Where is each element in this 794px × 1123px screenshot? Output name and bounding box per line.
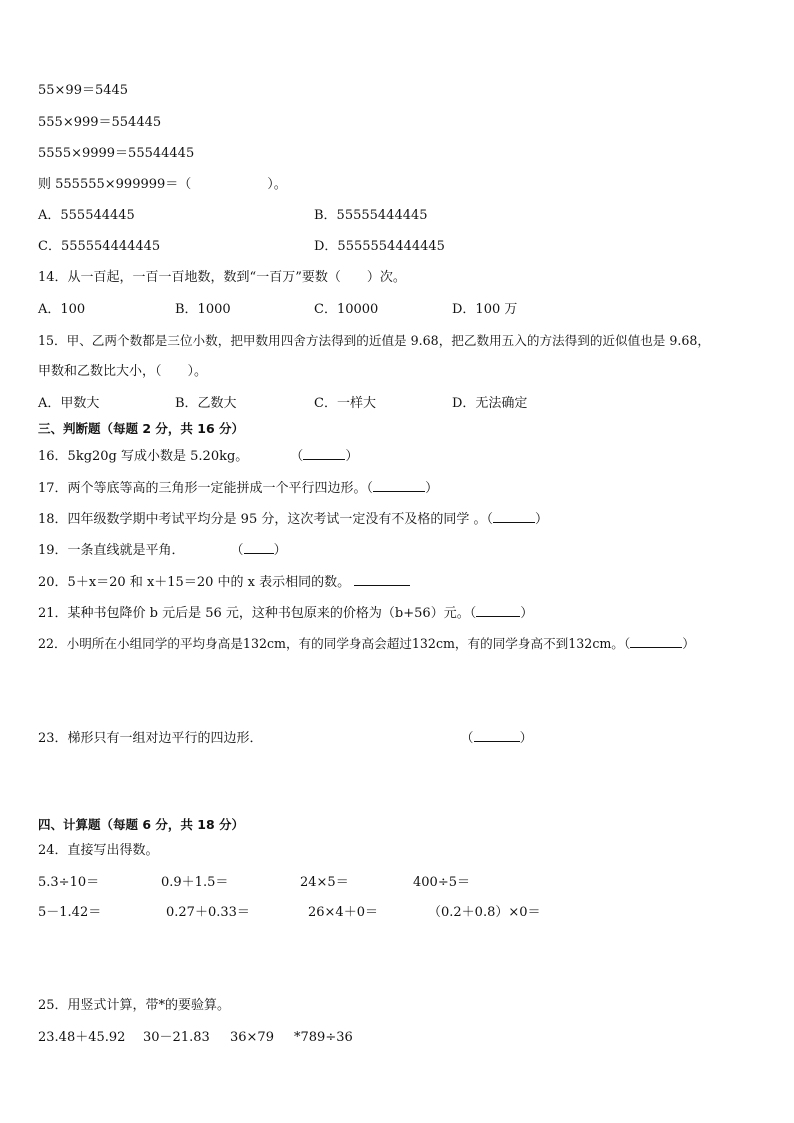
judge-text: 23．梯形只有一组对边平行的四边形．	[38, 731, 263, 746]
q14-option-b[interactable]: B．1000	[175, 302, 231, 317]
judge-text: 19．一条直线就是平角．	[38, 543, 185, 558]
q15-stem-text: 甲数和乙数比大小，（	[38, 364, 162, 379]
judge-item-21	[38, 604, 533, 622]
answer-blank[interactable]	[630, 635, 682, 648]
q14-stem	[38, 270, 406, 286]
q13-option-c[interactable]: C．555554444445	[38, 239, 161, 254]
paren-close: ）	[345, 449, 359, 464]
answer-blank[interactable]	[474, 729, 520, 742]
q25-stem: 25．用竖式计算，带*的要验算。	[38, 998, 231, 1013]
judge-item-16	[38, 447, 358, 465]
answer-blank[interactable]	[354, 573, 410, 586]
q15-stem-line-1: 15．甲、乙两个数都是三位小数，把甲数用四舍方法得到的近值是 9.68，把乙数用五入的方法得到的近似值也是 9.68，	[38, 333, 711, 348]
paren-open: （	[460, 731, 474, 746]
paren-open: （	[290, 449, 304, 464]
calc-item[interactable]: 0.27＋0.33＝	[166, 905, 250, 920]
judge-text: 22．小明所在小组同学的平均身高是132cm，有的同学身高会超过132cm，有的同学身高不到132cm。	[38, 636, 624, 651]
q15-option-a[interactable]: A．甲数大	[38, 396, 100, 411]
judge-item-18	[38, 510, 548, 528]
calc-item[interactable]: （0.2＋0.8）×0＝	[428, 905, 541, 920]
q13-question	[38, 177, 287, 193]
q24-stem: 24．直接写出得数。	[38, 843, 159, 858]
q14-stem-text: 14．从一百起，一百一百地数，数到“一百万”要数（	[38, 270, 341, 285]
answer-blank[interactable]	[476, 604, 520, 617]
q15-option-c[interactable]: C．一样大	[314, 396, 376, 411]
answer-blank[interactable]	[493, 510, 535, 523]
paren-close: ）	[425, 481, 439, 496]
judge-text: 20．5＋x＝20 和 x＋15＝20 中的 x 表示相同的数。	[38, 575, 351, 590]
section-4-title: 四、计算题（每题 6 分，共 18 分）	[38, 817, 245, 832]
vertical-calc-item[interactable]: *789÷36	[294, 1030, 353, 1045]
paren-close: ）	[682, 636, 695, 651]
q13-line-1: 55×99＝5445	[38, 83, 129, 98]
paren-close: ）	[535, 512, 549, 527]
calc-item[interactable]: 5.3÷10＝	[38, 875, 100, 890]
q13-option-b[interactable]: B．55555444445	[314, 208, 428, 223]
section-3-title: 三、判断题（每题 2 分，共 16 分）	[38, 421, 245, 436]
paren-close: ）	[520, 606, 534, 621]
paren-open: （	[469, 606, 477, 621]
answer-blank[interactable]	[303, 447, 345, 460]
judge-text: 16．5kg20g 写成小数是 5.20kg。	[38, 449, 249, 464]
q14-stem-end: ）次。	[366, 270, 406, 285]
vertical-calc-item[interactable]: 36×79	[230, 1030, 274, 1045]
q13-line-3: 5555×9999＝55544445	[38, 146, 195, 161]
q13-ask: 则 555555×999999＝（	[38, 177, 192, 192]
calc-item[interactable]: 400÷5＝	[413, 875, 470, 890]
judge-item-19	[38, 541, 287, 559]
calc-item[interactable]: 26×4＋0＝	[308, 905, 378, 920]
q13-line-2: 555×999＝554445	[38, 115, 162, 130]
paren-close: ）	[273, 543, 287, 558]
q15-option-b[interactable]: B．乙数大	[175, 396, 237, 411]
q13-option-a[interactable]: A．555544445	[38, 208, 135, 223]
judge-text: 17．两个等底等高的三角形一定能拼成一个平行四边形。	[38, 481, 367, 496]
judge-item-20	[38, 573, 410, 591]
judge-item-23	[38, 729, 533, 747]
judge-text: 21．某种书包降价 b 元后是 56 元，这种书包原来的价格为（b+56）元。	[38, 606, 470, 621]
q15-option-d[interactable]: D．无法确定	[452, 396, 528, 411]
answer-blank[interactable]	[373, 479, 425, 492]
calc-item[interactable]: 24×5＝	[300, 875, 349, 890]
q14-option-a[interactable]: A．100	[38, 302, 86, 317]
calc-item[interactable]: 0.9＋1.5＝	[161, 875, 229, 890]
paren-open: （	[623, 636, 631, 651]
paren-open: （	[366, 481, 374, 496]
judge-item-17	[38, 479, 438, 497]
calc-item[interactable]: 5－1.42＝	[38, 905, 102, 920]
judge-item-22	[38, 635, 695, 652]
answer-blank[interactable]	[244, 541, 274, 554]
q14-option-c[interactable]: C．10000	[314, 302, 379, 317]
q15-stem-line-2	[38, 364, 207, 380]
vertical-calc-item[interactable]: 30－21.83	[143, 1030, 210, 1045]
judge-text: 18．四年级数学期中考试平均分是 95 分，这次考试一定没有不及格的同学 。	[38, 512, 487, 527]
paren-open: （	[486, 512, 493, 527]
paren-close: ）	[519, 731, 533, 746]
q14-option-d[interactable]: D．100 万	[452, 302, 518, 317]
q13-option-d[interactable]: D．5555554444445	[314, 239, 445, 254]
q13-ask-end: ）。	[267, 177, 287, 192]
paren-open: （	[230, 543, 244, 558]
vertical-calc-item[interactable]: 23.48＋45.92	[38, 1030, 126, 1045]
q15-stem-end: ）。	[187, 364, 208, 379]
